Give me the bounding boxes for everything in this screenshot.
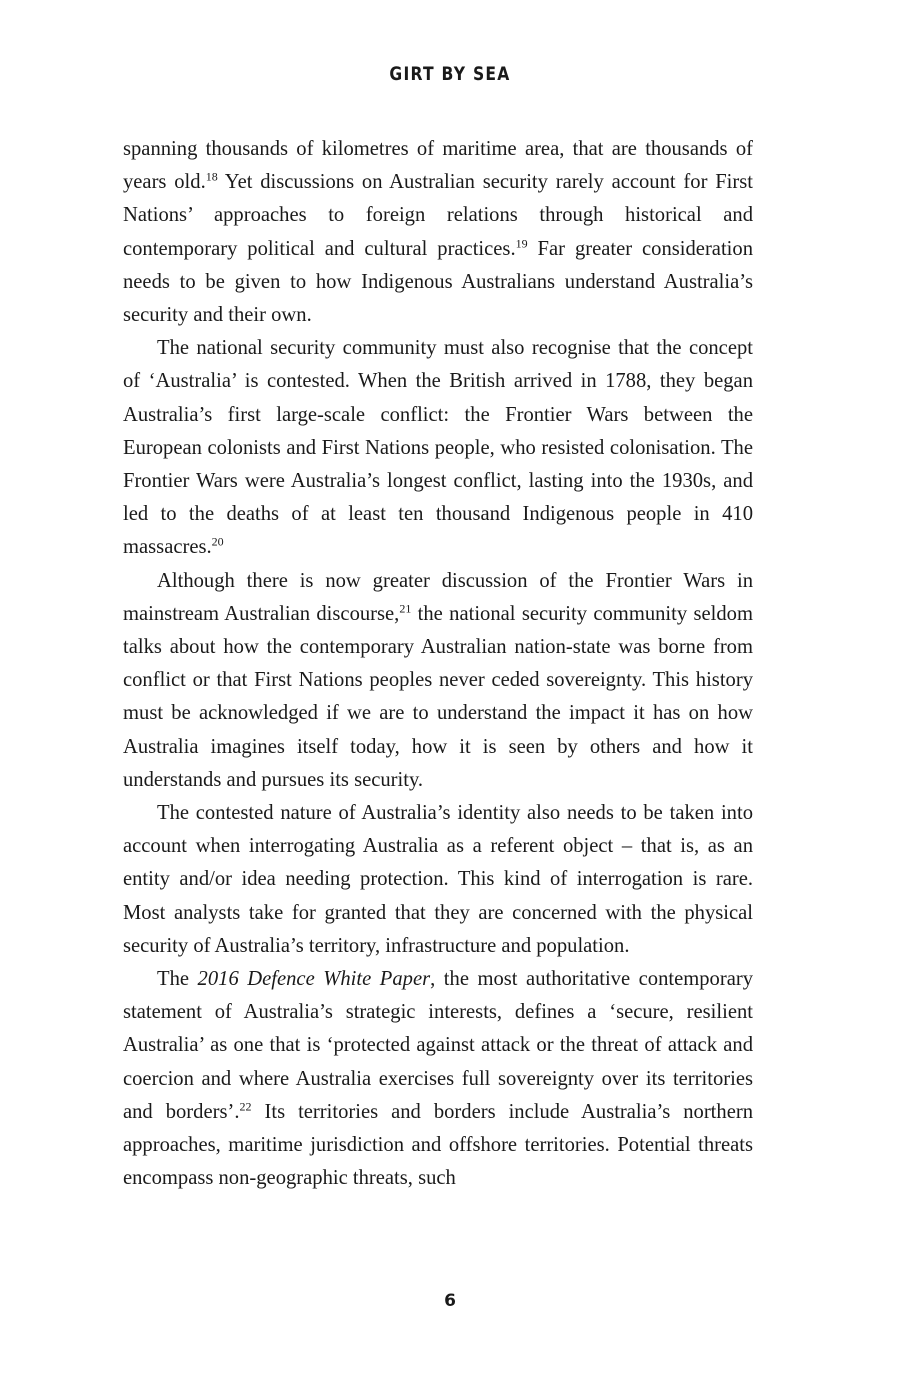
- footnote-ref: 20: [211, 535, 224, 549]
- paragraph-1: [123, 133, 753, 332]
- paragraph-5: [123, 963, 753, 1195]
- paragraph-2: [123, 332, 753, 564]
- footnote-ref: 19: [515, 236, 528, 251]
- running-head: GIRT BY SEA: [389, 63, 511, 85]
- footnote-ref: 21: [399, 601, 412, 616]
- paragraph-text: , the most authoritative contemporary statement of Australia’s strategic interests, defines a ‘secure, resilient Australia’ as one that is ‘protected against attack or the threat of attack and coercion and where Australia exercises full sovereignty over its territories and borders’.: [123, 968, 754, 1123]
- paragraph-text: The national security community must also recognise that the concept of ‘Australia’ is contested. When the British arrived in 1788, they began Australia’s first large-scale conflict: the Frontier Wars between the European colonists and First Nations people, who resisted colonisation. The Frontier Wars were Australia’s longest conflict, lasting into the 1930s, and led to the deaths of at least ten thousand Indigenous people in 410 massacres.: [123, 337, 753, 559]
- body-text: [123, 133, 753, 1196]
- page-number: 6: [444, 1291, 456, 1311]
- paragraph-text: Its territories and borders include Australia’s northern approaches, maritime jurisdiction and offshore territories. Potential threats encompass non-geographic threats, such: [123, 1100, 753, 1190]
- paragraph-text: The: [157, 968, 198, 991]
- document-title: 2016 Defence White Paper: [197, 968, 431, 991]
- paragraph-text: spanning thousands of kilometres of maritime area, that are thousands of years old.: [123, 138, 753, 194]
- paragraph-text: The contested nature of Australia’s identity also needs to be taken into account when interrogating Australia as a referent object – that is, as an entity and/or idea needing protection. This kind of interrogation is rare. Most analysts take for granted that they are concerned with the physical security of Australia’s territory, infrastructure and population.: [123, 802, 753, 957]
- footnote-ref: 18: [205, 169, 218, 184]
- paragraph-3: [123, 565, 753, 797]
- footnote-ref: 22: [239, 1099, 252, 1114]
- paragraph-text: Far greater consideration needs to be given to how Indigenous Australians understand Australia’s security and their own.: [123, 237, 753, 327]
- paragraph-text: the national security community seldom talks about how the contemporary Australian nation-state was borne from conflict or that First Nations peoples never ceded sovereignty. This history must be acknowledged if we are to understand the impact it has on how Australia imagines itself today, how it is seen by others and how it understands and pursues its security.: [123, 602, 753, 791]
- paragraph-text: Although there is now greater discussion of the Frontier Wars in mainstream Australian discourse,: [123, 569, 753, 625]
- paragraph-text: Yet discussions on Australian security rarely account for First Nations’ approaches to foreign relations through historical and contemporary political and cultural practices.: [123, 171, 754, 260]
- paragraph-4: [123, 797, 753, 963]
